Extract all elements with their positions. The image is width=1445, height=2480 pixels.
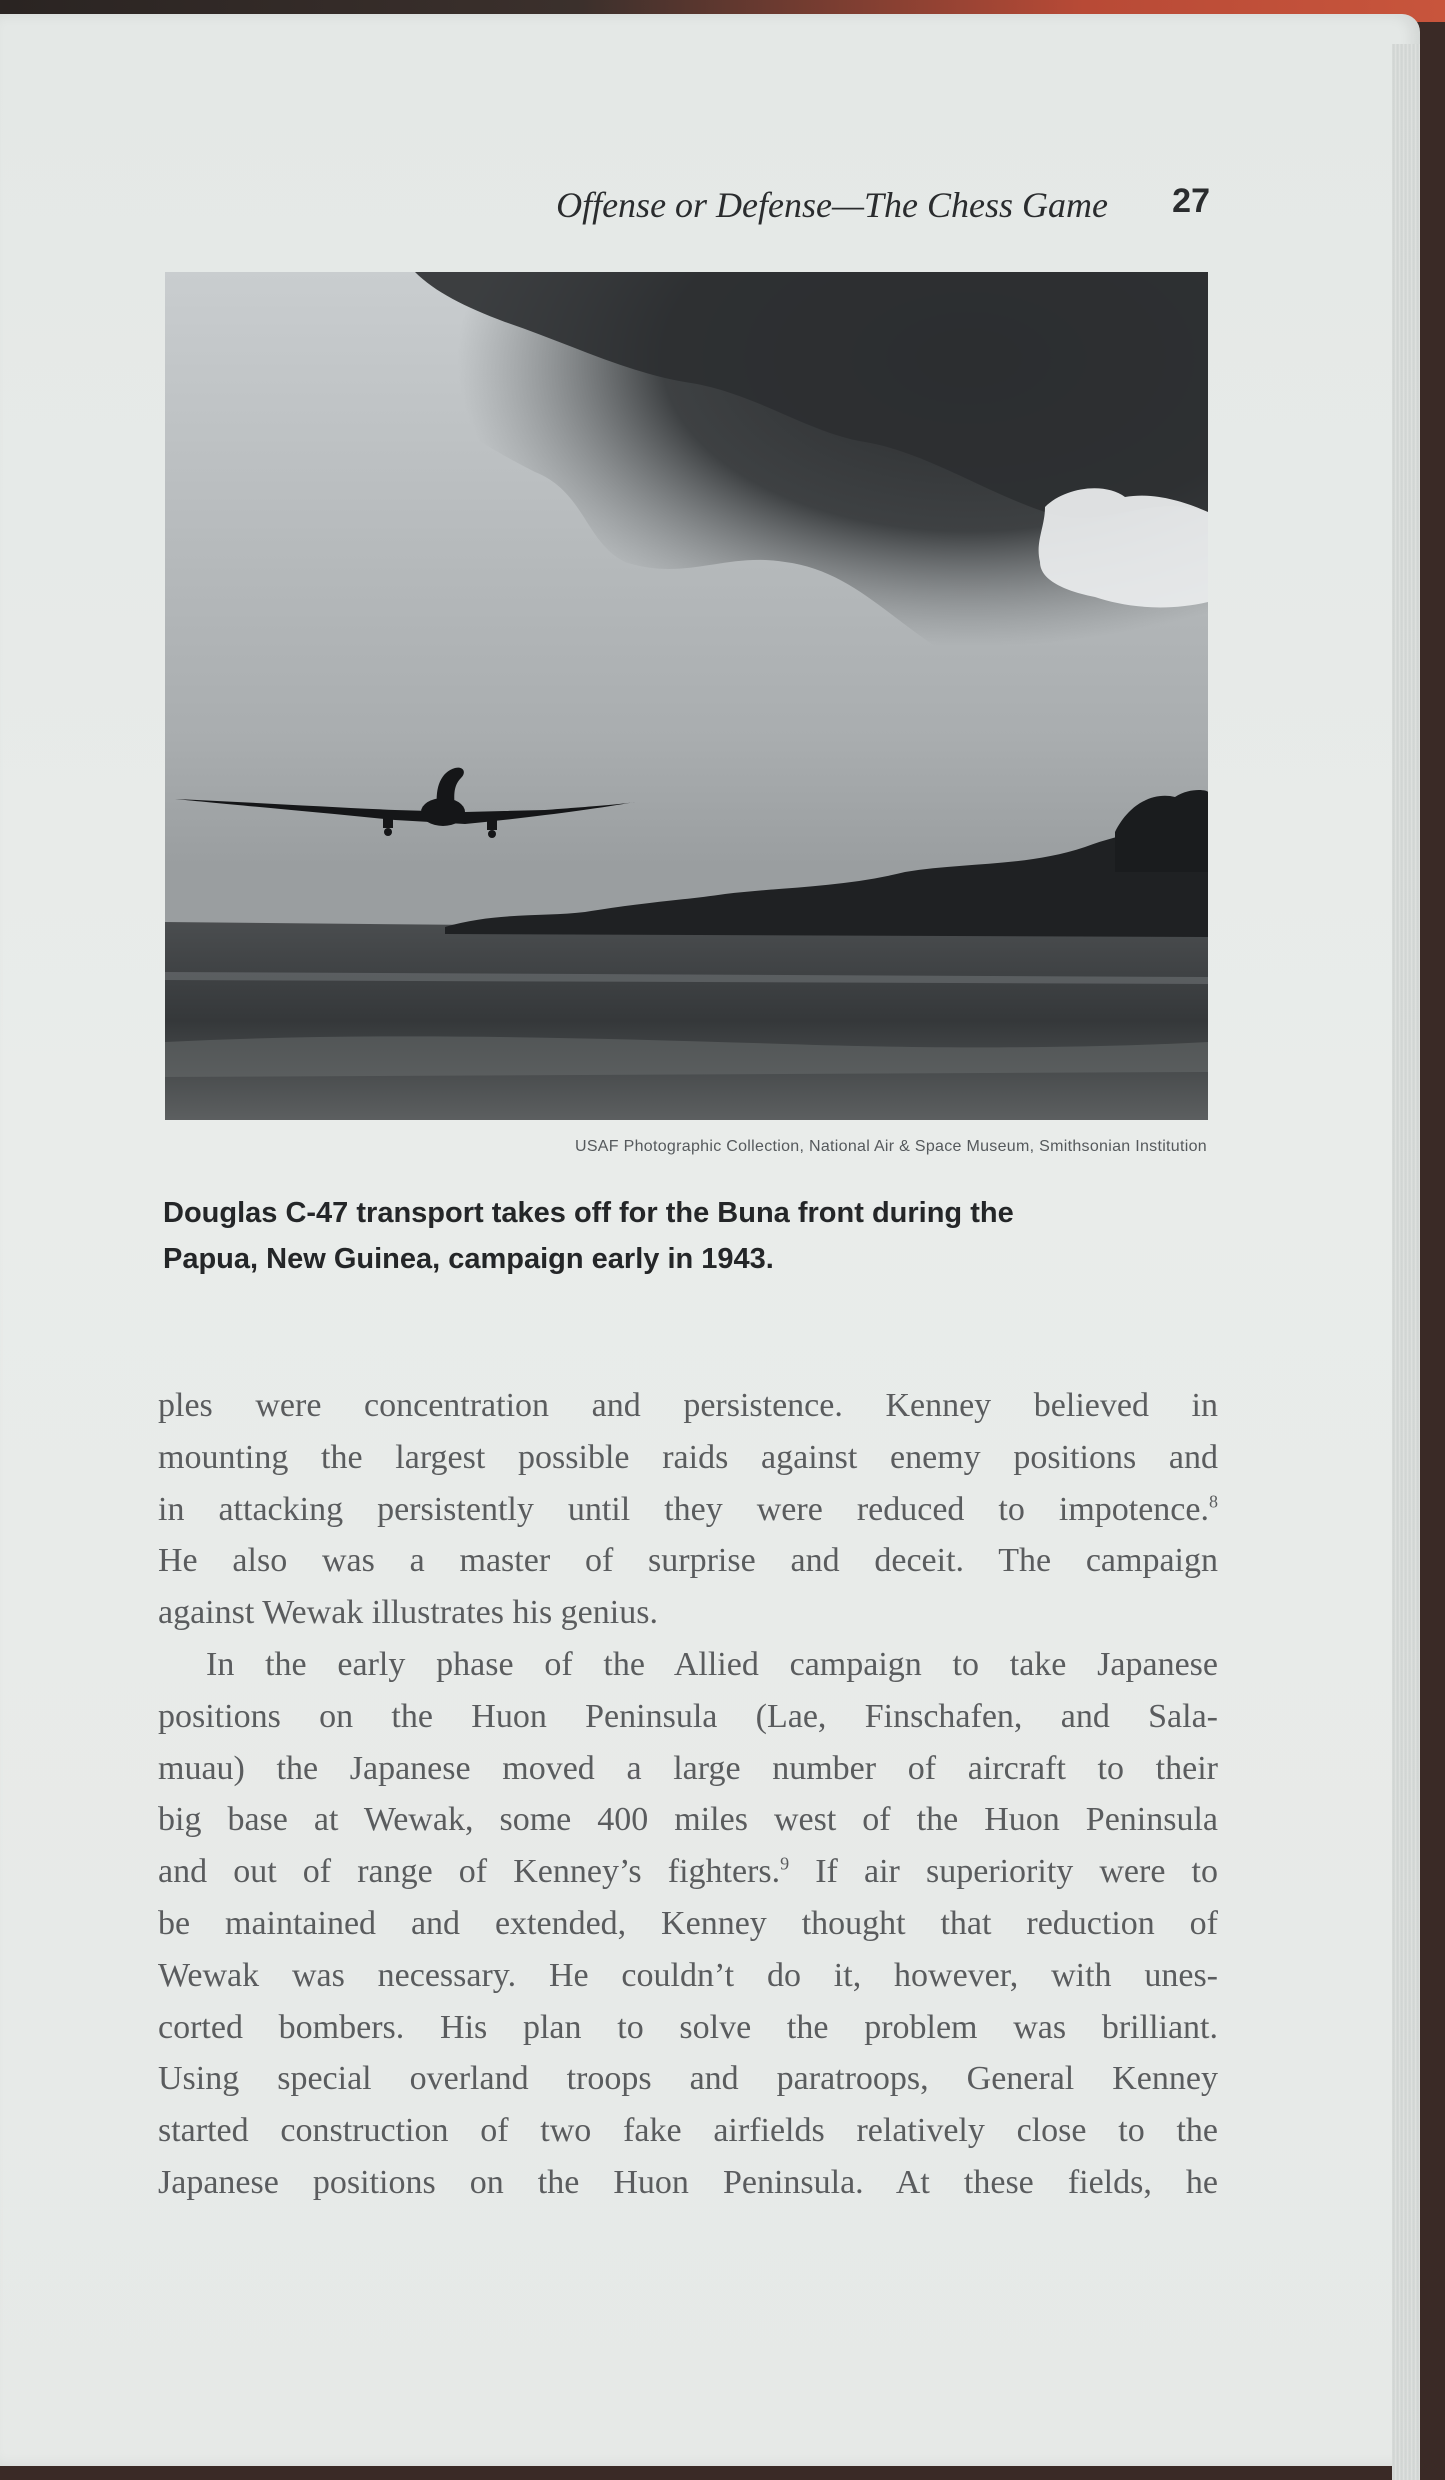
text-segment: and out of range of Kenney’s fighters. (158, 1853, 781, 1891)
airfield (165, 922, 1208, 1120)
text-line: Wewak was necessary. He couldn’t do it, however, with unes- (158, 1956, 1218, 1994)
text-line: Japanese positions on the Huon Peninsula. At these fields, he (158, 2163, 1218, 2201)
caption-line: Douglas C-47 transport takes off for the Buna front during the (163, 1197, 1014, 1229)
footnote-marker-8[interactable]: 8 (1209, 1491, 1218, 1512)
photo-c47-takeoff (165, 272, 1208, 1120)
text-line: big base at Wewak, some 400 miles west of the Huon Peninsula (158, 1801, 1218, 1839)
text-line: positions on the Huon Peninsula (Lae, Finschafen, and Sala- (158, 1697, 1218, 1735)
text-line (158, 1846, 1218, 1898)
text-line: Using special overland troops and paratroops, General Kenney (158, 2060, 1218, 2098)
text-line: against Wewak illustrates his genius. (158, 1594, 658, 1632)
text-line: be maintained and extended, Kenney thought that reduction of (158, 1904, 1218, 1942)
page-edge (1392, 44, 1420, 2480)
text-line: started construction of two fake airfields relatively close to the (158, 2112, 1218, 2150)
running-head: Offense or Defense—The Chess Game (556, 185, 1108, 225)
text-segment: in attacking persistently until they were reduced to impotence. (158, 1490, 1209, 1528)
photo-caption (163, 1190, 1223, 1282)
photo-credit: USAF Photographic Collection, National Air & Space Museum, Smithsonian Institution (574, 1138, 1207, 1155)
text-line: ples were concentration and persistence. Kenney believed in (158, 1387, 1218, 1424)
body-text (158, 1380, 1218, 2209)
text-line: He also was a master of surprise and deceit. The campaign (158, 1542, 1218, 1580)
footnote-marker-9[interactable]: 9 (780, 1853, 790, 1874)
page-number: 27 (1172, 182, 1210, 220)
text-line (158, 1484, 1218, 1536)
text-line: muau) the Japanese moved a large number of aircraft to their (158, 1749, 1218, 1787)
text-line: corted bombers. His plan to solve the problem was brilliant. (158, 2008, 1218, 2046)
page-header (480, 178, 1210, 238)
caption-line: Papua, New Guinea, campaign early in 1943. (163, 1243, 774, 1275)
text-segment: If air superiority were to (789, 1853, 1218, 1891)
text-line: In the early phase of the Allied campaign to take Japanese (206, 1645, 1218, 1683)
text-line: mounting the largest possible raids against enemy positions and (158, 1438, 1218, 1476)
